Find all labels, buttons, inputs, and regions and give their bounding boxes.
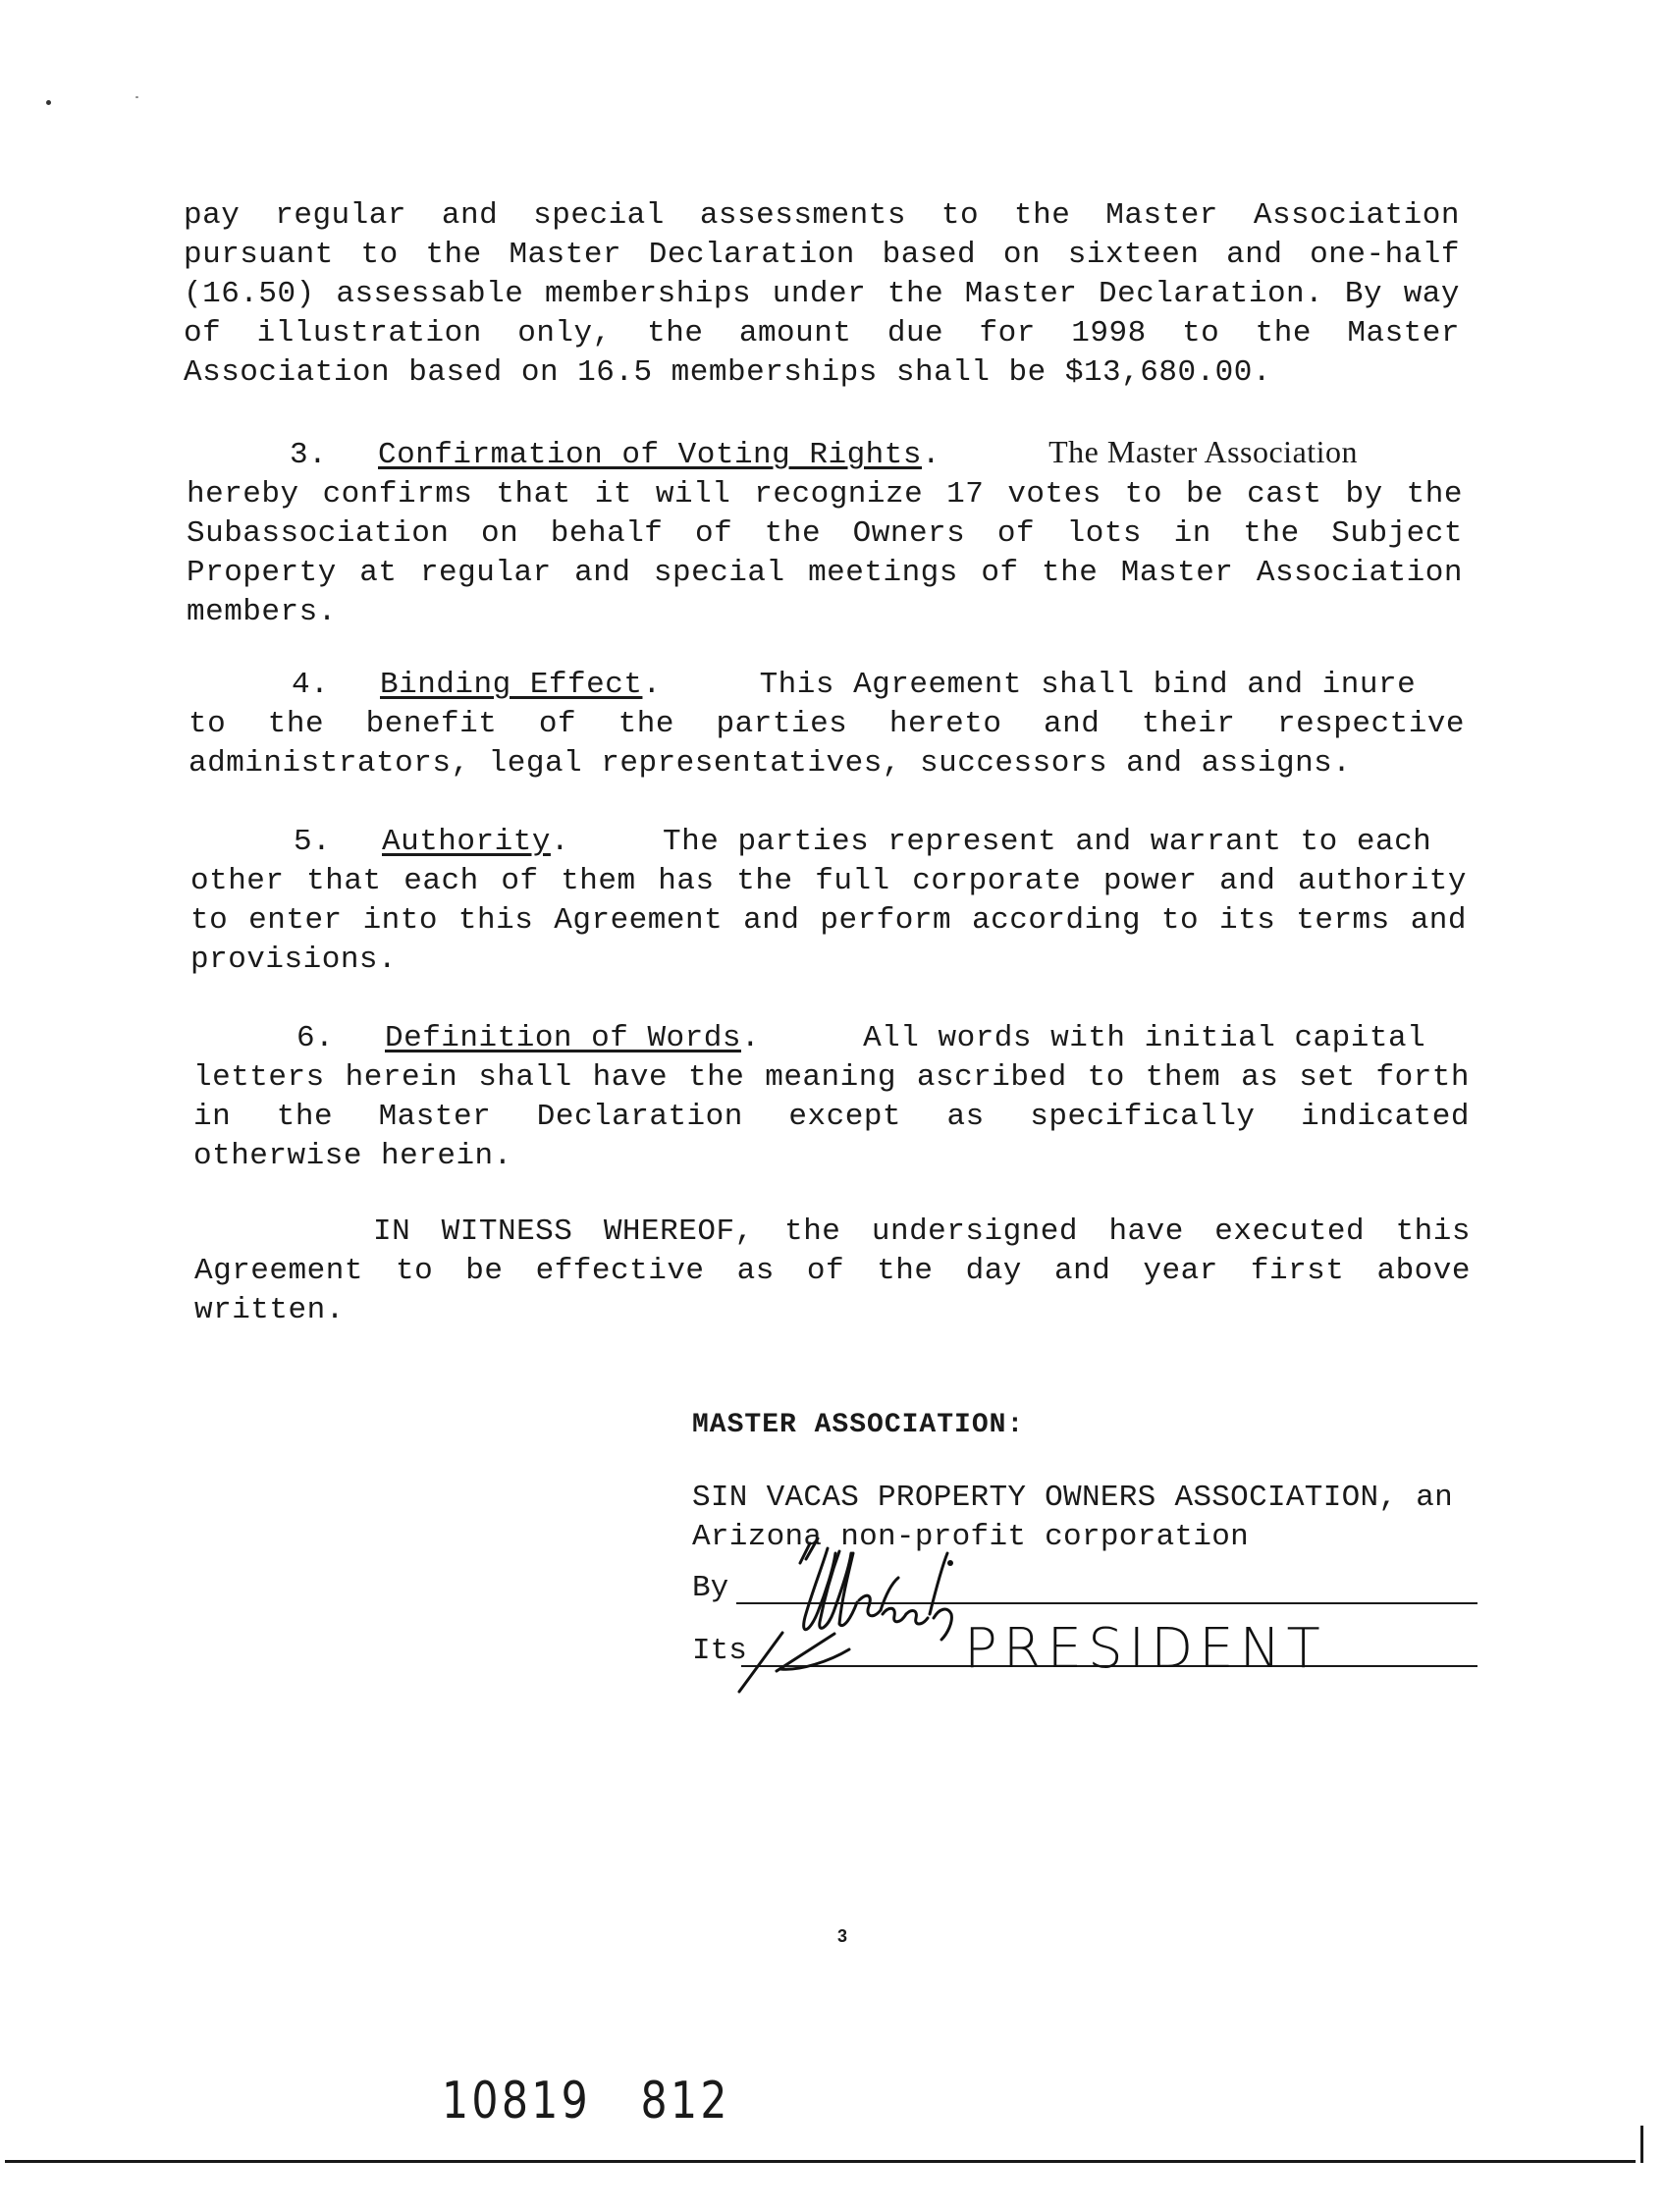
recording-number: 10819 812 <box>442 2072 730 2131</box>
text-line: other that each of them has the full corporate power and authority <box>190 864 1467 898</box>
text-line: (16.50) assessable memberships under the Master Declaration. By way <box>184 277 1460 311</box>
section-heading: Authority <box>382 825 551 859</box>
by-label: By <box>692 1571 729 1605</box>
section-4-binding-effect <box>188 666 1465 783</box>
heading-period: . <box>642 668 662 702</box>
page-number: 3 <box>837 1926 848 1946</box>
text-line: in the Master Declaration except as specifically indicated <box>193 1100 1470 1134</box>
section-number: 5. <box>294 825 332 859</box>
heading-period: . <box>740 1021 761 1055</box>
handwritten-signature <box>771 1524 996 1710</box>
handwritten-title: PRESIDENT <box>964 1617 1326 1681</box>
text-line: of illustration only, the amount due for 1998 to the Master <box>184 316 1460 351</box>
signature-party-title: MASTER ASSOCIATION: <box>692 1410 1025 1440</box>
text-line: to enter into this Agreement and perform according to its terms and <box>190 903 1467 938</box>
heading-period: . <box>922 438 941 472</box>
bottom-border-line <box>5 2160 1636 2163</box>
bottom-border-corner <box>1631 2126 1643 2163</box>
section-first-text: All words with initial capital <box>863 1021 1426 1055</box>
text-line: hereby confirms that it will recognize 17 votes to be cast by the <box>187 477 1463 512</box>
section-heading-row <box>193 1019 1470 1058</box>
section-heading: Definition of Words <box>385 1021 741 1055</box>
text-line: provisions. <box>190 943 398 977</box>
text-line: Association based on 16.5 memberships shall be $13,680.00. <box>184 355 1271 390</box>
witness-text: IN WITNESS WHEREOF, the undersigned have executed this <box>373 1214 1471 1249</box>
text-line: administrators, legal representatives, successors and assigns. <box>188 746 1352 781</box>
assessment-paragraph <box>184 196 1460 393</box>
section-number: 6. <box>296 1021 335 1055</box>
text-line: pay regular and special assessments to the Master Association <box>184 198 1460 233</box>
text-line: Agreement to be effective as of the day and year first above <box>194 1254 1471 1288</box>
scan-speck <box>46 100 51 105</box>
signature-org-name: SIN VACAS PROPERTY OWNERS ASSOCIATION, an <box>692 1481 1454 1515</box>
section-number: 3. <box>290 438 328 472</box>
text-line: Subassociation on behalf of the Owners of lots in the Subject <box>187 516 1463 551</box>
its-label: Its <box>692 1634 747 1668</box>
text-line: to the benefit of the parties hereto and their respective <box>188 707 1465 741</box>
scan-speck <box>135 96 138 98</box>
handwritten-slash-mark <box>731 1627 790 1696</box>
text-line: pursuant to the Master Declaration based on sixteen and one-half <box>184 238 1460 272</box>
section-number: 4. <box>292 668 330 702</box>
witness-clause <box>194 1213 1471 1330</box>
text-line: letters herein shall have the meaning ascribed to them as set forth <box>193 1060 1470 1095</box>
section-heading-row <box>188 666 1465 705</box>
text-line: Property at regular and special meetings of the Master Association <box>187 556 1463 590</box>
section-first-text: The Master Association <box>1048 434 1359 469</box>
section-first-text: The parties represent and warrant to each <box>663 825 1432 859</box>
text-line: otherwise herein. <box>193 1139 512 1173</box>
section-5-authority <box>190 823 1467 980</box>
section-heading: Binding Effect <box>380 668 643 702</box>
section-first-text: This Agreement shall bind and inure <box>759 668 1417 702</box>
section-6-definition-of-words <box>193 1019 1470 1176</box>
section-3-voting-rights <box>187 432 1463 632</box>
section-heading-row <box>190 823 1467 862</box>
section-heading: Confirmation of Voting Rights <box>378 438 922 472</box>
section-heading-row <box>187 432 1463 475</box>
witness-first-line <box>194 1213 1471 1252</box>
signature-org-description: Arizona non-profit corporation <box>692 1520 1250 1554</box>
heading-period: . <box>550 825 570 859</box>
text-line: members. <box>187 595 337 629</box>
text-line: written. <box>194 1293 345 1327</box>
signature-block <box>692 1406 1477 1681</box>
